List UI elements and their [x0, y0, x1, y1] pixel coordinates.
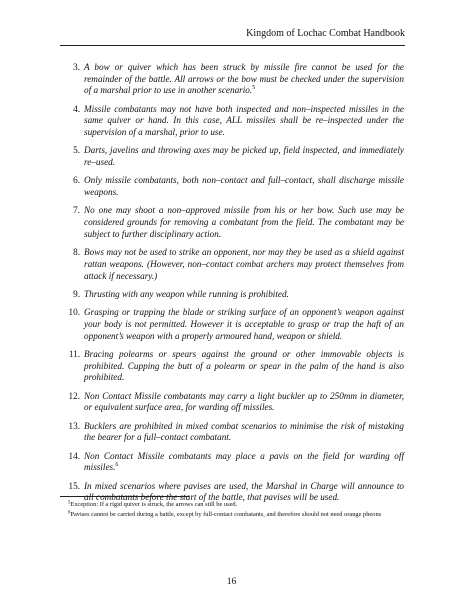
rules-list [60, 62, 404, 511]
rule-number: 6. [73, 175, 80, 186]
rule-number: 10. [68, 307, 80, 318]
rule-item-9 [60, 289, 404, 301]
rule-text: Bows may not be used to strike an opponent, nor may they be used as a shield against rattan weapons. (However, non–contact combat archers may protect themselves from attack if necessary.) [84, 247, 404, 281]
rule-text: In mixed scenarios where pavises are used, the Marshal in Charge will announce to all combatants before the start of the battle, that pavises will be used. [84, 480, 404, 503]
rule-number: 3. [73, 62, 80, 72]
rule-number: 9. [73, 288, 80, 299]
rule-text: Only missile combatants, both non–contact and full–contact, shall discharge missile weapons. [84, 175, 404, 198]
rule-text: Bracing polearms or spears against the ground or other immovable objects is prohibited. Cupping the butt of a polearm or spear in the palm of the hand is also prohibited. [84, 348, 404, 383]
footnote-ref[interactable]: 6 [115, 462, 119, 469]
rule-item-8 [60, 247, 404, 282]
rule-number: 13. [68, 420, 80, 431]
header-title: Kingdom of Lochac Combat Handbook [246, 28, 405, 39]
rule-text: Darts, javelins and throwing axes may be picked up, field inspected, and immediately re–used. [84, 145, 404, 168]
rule-text: Thrusting with any weapon while running is prohibited. [84, 288, 289, 299]
running-header [60, 28, 405, 42]
footnote-6 [60, 511, 406, 519]
rule-item-13 [60, 421, 404, 444]
page-number: 16 [226, 577, 237, 587]
rule-text: Non Contact Missile combatants may place a pavis on the field for warding off missiles. [84, 450, 404, 473]
header-divider [60, 45, 405, 46]
rule-item-5 [60, 145, 404, 168]
rule-number: 8. [73, 247, 80, 258]
footnote-ref[interactable]: 5 [252, 85, 256, 92]
rule-item-12 [60, 391, 404, 414]
rule-number: 7. [73, 205, 80, 216]
rule-item-7 [60, 205, 404, 240]
rule-item-14 [60, 451, 404, 474]
footnote-5 [60, 501, 406, 509]
rule-text: Grasping or trapping the blade or striking surface of an opponent’s weapon against your body is not permitted. However it is acceptable to grasp or trap the haft of an opponent’s weapon with a properly armoured hand, weapon or shield. [84, 307, 404, 341]
rule-text: A bow or quiver which has been struck by missile fire cannot be used for the remainder of the battle. All arrows or the bow must be checked under the supervision of a marshal prior to use in another scenario. [84, 62, 404, 96]
rule-number: 14. [68, 450, 80, 461]
rule-number: 4. [73, 103, 80, 114]
footnote-mark: 6 [68, 510, 71, 516]
rule-item-11 [60, 349, 404, 384]
rule-item-6 [60, 175, 404, 198]
footnote-mark: 5 [68, 500, 71, 506]
rule-text: Bucklers are prohibited in mixed combat scenarios to minimise the risk of mistaking the bearer for a full–contact combatant. [84, 420, 404, 443]
footnote-divider [60, 496, 189, 497]
rule-item-10 [60, 307, 404, 342]
rule-number: 5. [73, 145, 80, 156]
footnote-text: Pavises cannot be carried during a battle, except by full-contact combatants, and therefore should not need orange pheons [70, 510, 382, 518]
rule-text: Missile combatants may not have both inspected and non–inspected missiles in the same quiver or hand. In this case, ALL missiles shall be re–inspected under the supervision of a marshal, prior to use. [84, 103, 404, 138]
rule-text: No one may shoot a non–approved missile from his or her bow. Such use may be considered grounds for removing a combatant from the field. The combatant may be subject to further disciplinary action. [84, 205, 404, 239]
rule-number: 12. [68, 390, 80, 401]
rule-item-3 [60, 62, 404, 97]
rule-number: 11. [68, 348, 80, 359]
footnotes [60, 501, 406, 520]
rule-text: Non Contact Missile combatants may carry a light buckler up to 250mm in diameter, or equivalent surface area, for warding off missiles. [84, 390, 404, 413]
rule-number: 15. [68, 480, 80, 491]
rule-item-4 [60, 104, 404, 139]
footnote-text: Exception: If a rigid quiver is struck, the arrows can still be used. [70, 501, 238, 508]
